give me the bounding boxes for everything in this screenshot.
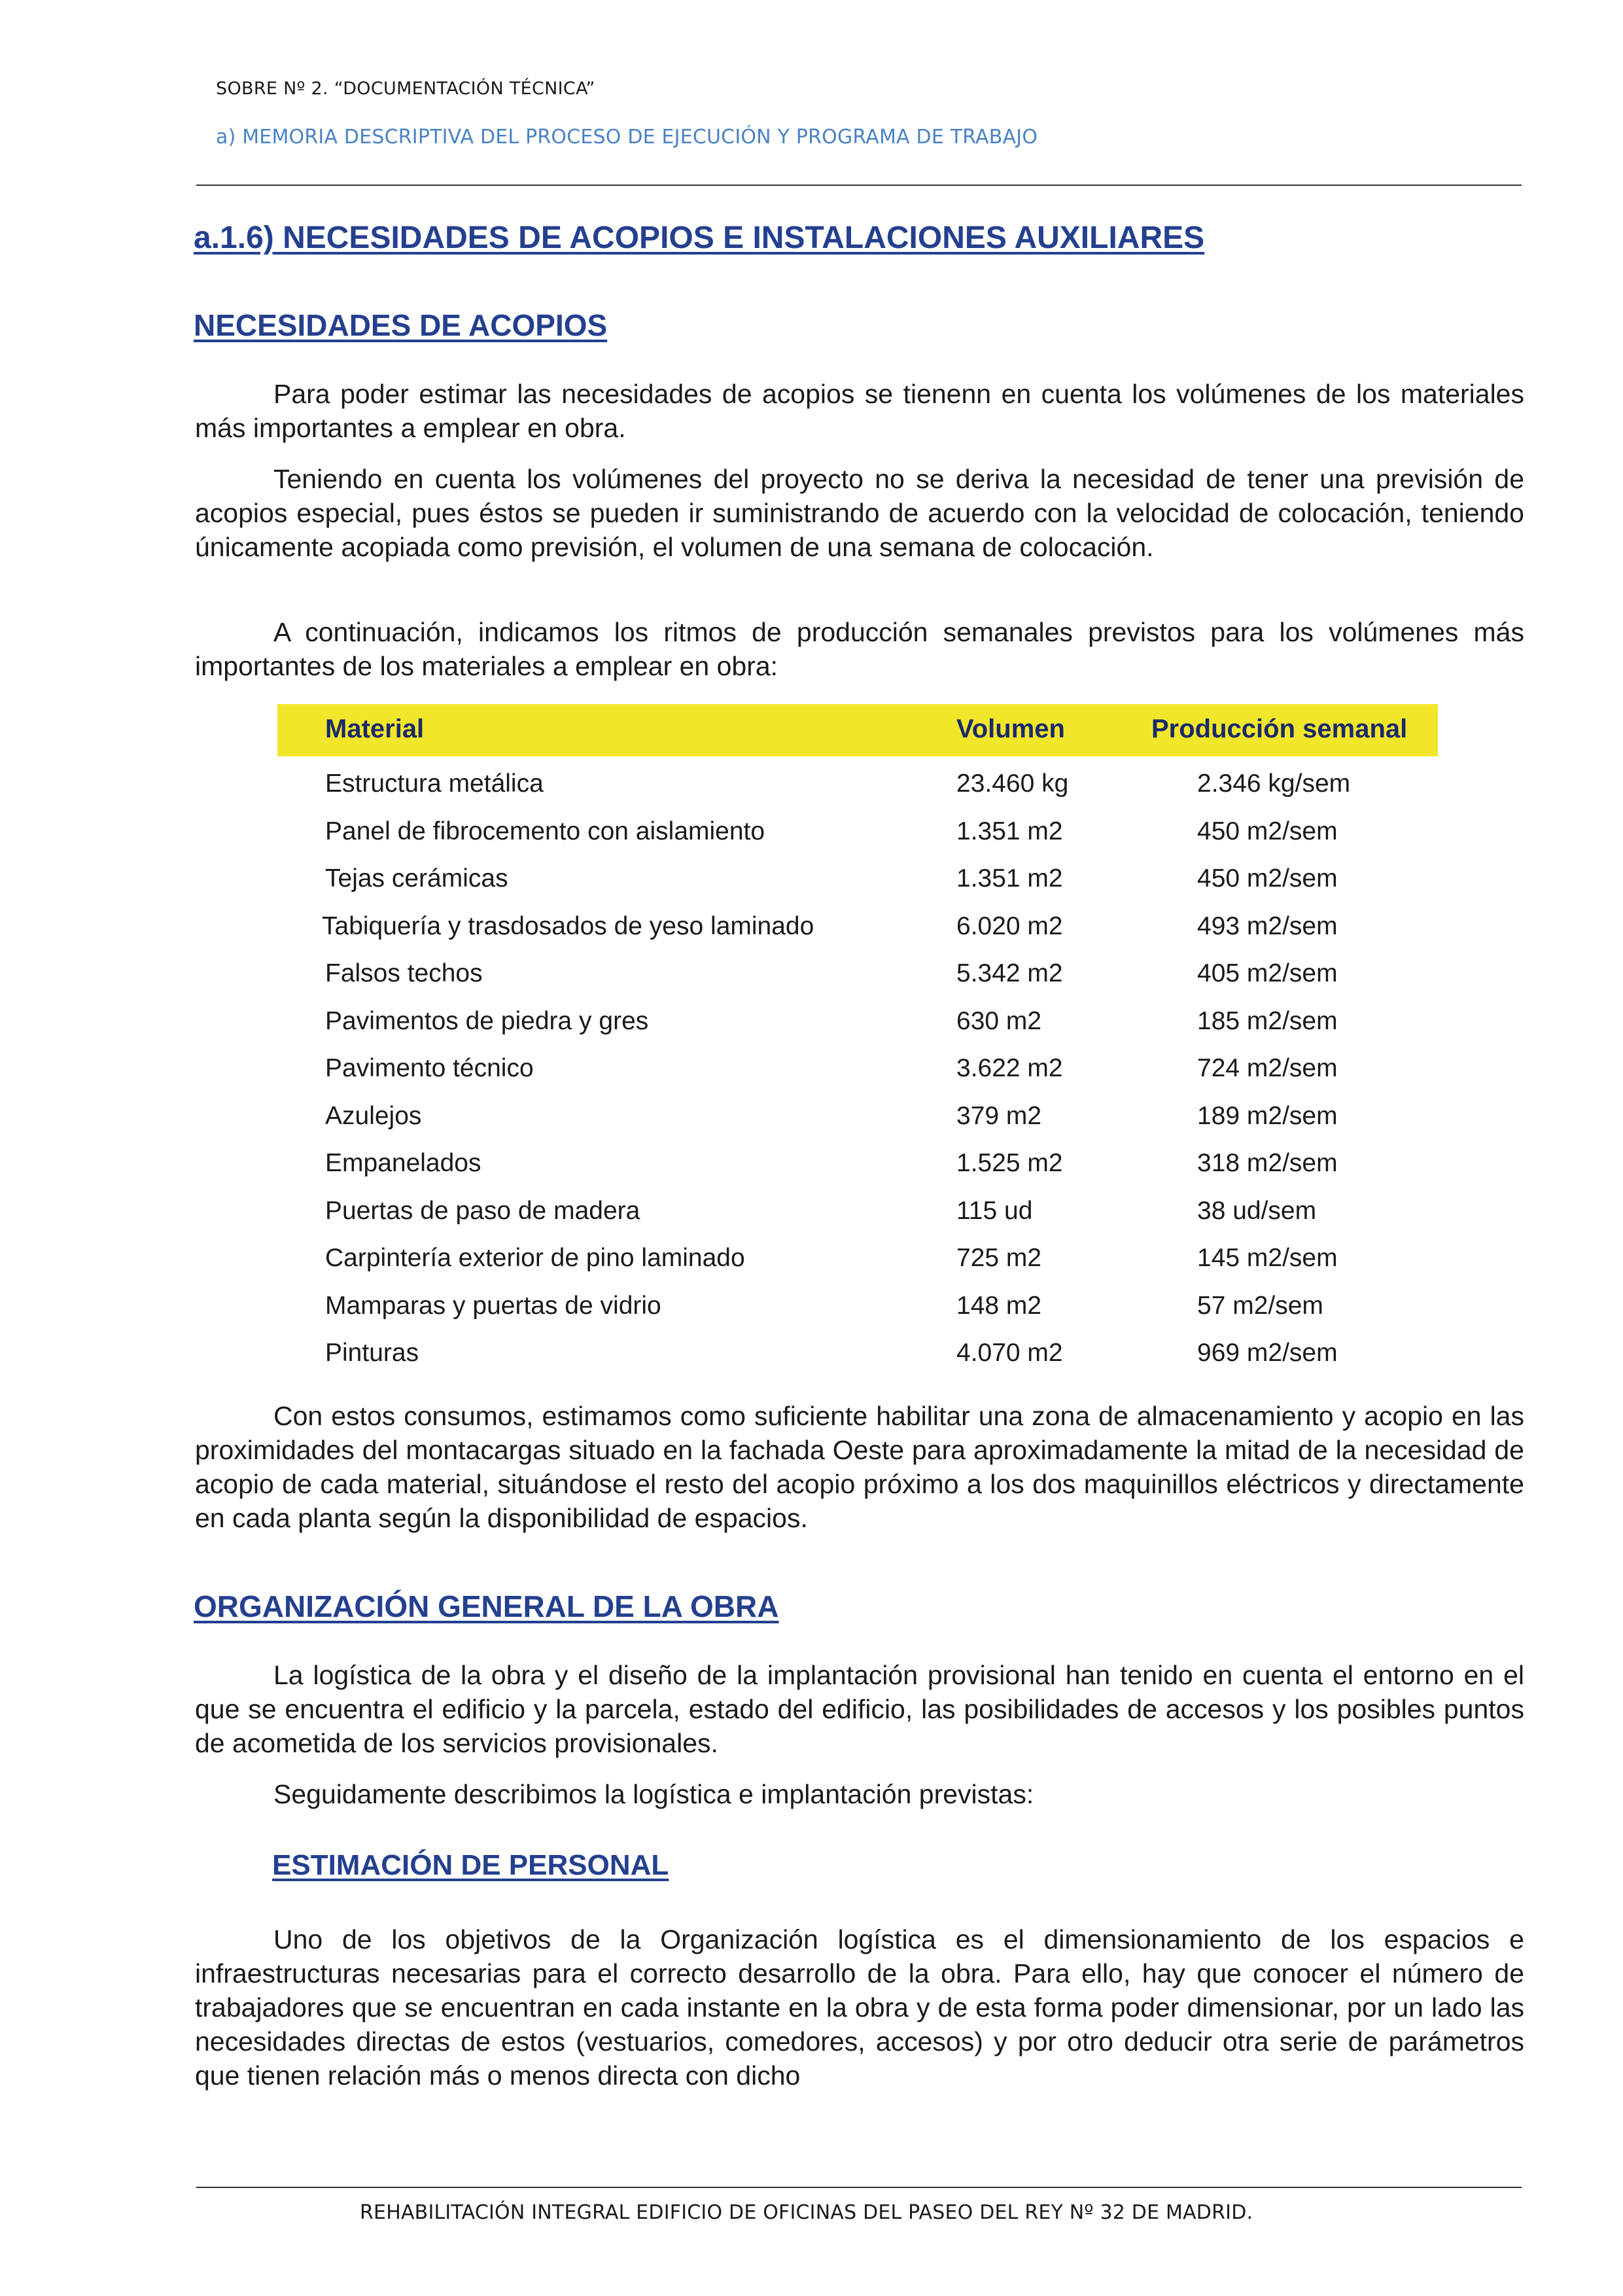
table-header-material: Material bbox=[325, 715, 425, 743]
cell-volumen: 1.351 m2 bbox=[956, 864, 1063, 892]
heading-organizacion: ORGANIZACIÓN GENERAL DE LA OBRA bbox=[194, 1589, 779, 1623]
cell-volumen: 23.460 kg bbox=[956, 769, 1069, 798]
table-header-volumen: Volumen bbox=[956, 715, 1065, 743]
table-row bbox=[0, 857, 1623, 904]
table-row bbox=[0, 809, 1623, 857]
cell-produccion: 145 m2/sem bbox=[1197, 1244, 1338, 1272]
cell-produccion: 450 m2/sem bbox=[1197, 817, 1338, 845]
cell-material: Tabiquería y trasdosados de yeso laminado bbox=[322, 911, 814, 940]
table-row bbox=[0, 1331, 1623, 1379]
table-row bbox=[0, 1046, 1623, 1094]
cell-produccion: 405 m2/sem bbox=[1197, 959, 1338, 987]
cell-produccion: 189 m2/sem bbox=[1197, 1101, 1338, 1130]
cell-material: Pinturas bbox=[325, 1339, 419, 1367]
cell-produccion: 185 m2/sem bbox=[1197, 1006, 1338, 1035]
cell-produccion: 969 m2/sem bbox=[1197, 1339, 1338, 1367]
cell-material: Falsos techos bbox=[325, 959, 483, 987]
cell-material: Puertas de paso de madera bbox=[325, 1196, 640, 1225]
paragraph-consumos: Con estos consumos, estimamos como suficiente habilitar una zona de almacenamiento y acopio en las proximidades del montacargas situado en la fachada Oeste para aproximadamente la mitad de la necesidad de acopio de cada material, situándose el resto del acopio próximo a los dos maquinillos eléctricos y directamente en cada planta según la disponibilidad de espacios. bbox=[195, 1401, 1524, 1533]
cell-volumen: 1.525 m2 bbox=[956, 1149, 1063, 1177]
table-row bbox=[0, 1284, 1623, 1332]
paragraph-personal-1: Uno de los objetivos de la Organización logística es el dimensionamiento de los espacios e infraestructuras necesarias para el correcto desarrollo de la obra. Para ello, hay que conocer el número de trabajadores que se encuentran en cada instante en la obra y de esta forma poder dimensionar, por un lado las necesidades directas de estos (vestuarios, comedores, accesos) y por otro deducir otra serie de parámetros que tienen relación más o menos directa con dicho bbox=[195, 1924, 1524, 2091]
table-row bbox=[0, 904, 1623, 952]
table-row bbox=[0, 1236, 1623, 1284]
cell-volumen: 630 m2 bbox=[956, 1006, 1042, 1035]
cell-volumen: 725 m2 bbox=[956, 1244, 1042, 1272]
cell-produccion: 724 m2/sem bbox=[1197, 1054, 1338, 1082]
cell-material: Azulejos bbox=[325, 1101, 422, 1130]
cell-volumen: 1.351 m2 bbox=[956, 817, 1063, 845]
footer-divider bbox=[196, 2187, 1522, 2188]
header-title: SOBRE Nº 2. “DOCUMENTACIÓN TÉCNICA” bbox=[216, 79, 595, 99]
cell-material: Tejas cerámicas bbox=[325, 864, 508, 892]
paragraph-acopios-1: Para poder estimar las necesidades de acopios se tienenn en cuenta los volúmenes de los materiales más importantes a emplear en obra. bbox=[195, 379, 1524, 443]
table-row bbox=[0, 1094, 1623, 1142]
materials-table bbox=[0, 762, 1623, 1379]
cell-volumen: 115 ud bbox=[956, 1196, 1033, 1225]
cell-volumen: 4.070 m2 bbox=[956, 1339, 1063, 1367]
header-subtitle: a) MEMORIA DESCRIPTIVA DEL PROCESO DE EJECUCIÓN Y PROGRAMA DE TRABAJO bbox=[216, 126, 1038, 149]
cell-material: Pavimento técnico bbox=[325, 1054, 534, 1082]
cell-volumen: 379 m2 bbox=[956, 1101, 1042, 1130]
cell-material: Estructura metálica bbox=[325, 769, 544, 798]
cell-produccion: 57 m2/sem bbox=[1197, 1291, 1323, 1320]
table-header-produccion: Producción semanal bbox=[1151, 715, 1408, 743]
cell-material: Empanelados bbox=[325, 1149, 481, 1177]
table-row bbox=[0, 951, 1623, 999]
table-row bbox=[0, 762, 1623, 809]
cell-volumen: 5.342 m2 bbox=[956, 959, 1063, 987]
paragraph-acopios-2: Teniendo en cuenta los volúmenes del proyecto no se deriva la necesidad de tener una previsión de acopios especial, pues éstos se pueden ir suministrando de acuerdo con la velocidad de colocación, teniendo únicamente acopiada como previsión, el volumen de una semana de colocación. bbox=[195, 464, 1524, 562]
cell-material: Pavimentos de piedra y gres bbox=[325, 1006, 649, 1035]
cell-produccion: 493 m2/sem bbox=[1197, 911, 1338, 940]
paragraph-organizacion-2: Seguidamente describimos la logística e implantación previstas: bbox=[273, 1779, 1034, 1809]
heading-personal: ESTIMACIÓN DE PERSONAL bbox=[272, 1849, 669, 1881]
cell-material: Carpintería exterior de pino laminado bbox=[325, 1244, 745, 1272]
table-row bbox=[0, 1141, 1623, 1189]
table-row bbox=[0, 999, 1623, 1047]
cell-material: Panel de fibrocemento con aislamiento bbox=[325, 817, 765, 845]
cell-volumen: 6.020 m2 bbox=[956, 911, 1063, 940]
header-divider bbox=[196, 185, 1522, 186]
cell-produccion: 450 m2/sem bbox=[1197, 864, 1338, 892]
cell-material: Mamparas y puertas de vidrio bbox=[325, 1291, 661, 1320]
section-title: a.1.6) NECESIDADES DE ACOPIOS E INSTALACIONES AUXILIARES bbox=[194, 221, 1205, 255]
cell-volumen: 148 m2 bbox=[956, 1291, 1042, 1320]
heading-acopios: NECESIDADES DE ACOPIOS bbox=[194, 308, 608, 342]
cell-produccion: 2.346 kg/sem bbox=[1197, 769, 1351, 798]
paragraph-organizacion-1: La logística de la obra y el diseño de la implantación provisional han tenido en cuenta el entorno en el que se encuentra el edificio y la parcela, estado del edificio, las posibilidades de accesos y los posibles puntos de acometida de los servicios provisionales. bbox=[195, 1660, 1524, 1758]
table-row bbox=[0, 1189, 1623, 1237]
cell-volumen: 3.622 m2 bbox=[956, 1054, 1063, 1082]
cell-produccion: 38 ud/sem bbox=[1197, 1196, 1317, 1225]
cell-produccion: 318 m2/sem bbox=[1197, 1149, 1338, 1177]
paragraph-acopios-3: A continuación, indicamos los ritmos de producción semanales previstos para los volúmenes más importantes de los materiales a emplear en obra: bbox=[195, 617, 1524, 681]
footer-text: REHABILITACIÓN INTEGRAL EDIFICIO DE OFICINAS DEL PASEO DEL REY Nº 32 DE MADRID. bbox=[360, 2201, 1253, 2224]
